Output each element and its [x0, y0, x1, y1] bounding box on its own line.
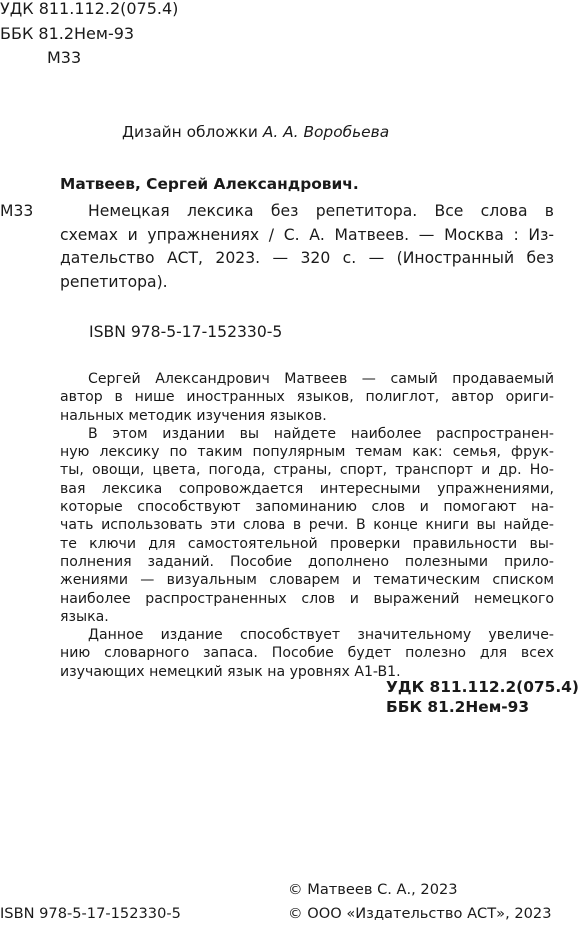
- annotation-line: изучающих немецкий язык на уровнях A1-B1.: [60, 663, 401, 680]
- annotation-line: В этом издании вы найдете наиболее распространен-: [88, 425, 554, 442]
- bib-record-line: схемах и упражнениях / С. А. Матвеев. — Москва : Из-: [60, 225, 554, 244]
- cover-design-credit: [122, 123, 389, 141]
- annotation-line: Сергей Александрович Матвеев — самый продаваемый: [88, 371, 554, 387]
- bib-record-line: репетитора).: [60, 272, 168, 291]
- annotation-line: наиболее распространенных слов и выражений немецкого: [60, 590, 554, 607]
- annotation: [60, 370, 554, 681]
- annotation-line: ты, овощи, цвета, погода, страны, спорт, транспорт и др. Но-: [60, 462, 554, 479]
- annotation-line: автор в нише иностранных языков, полиглот, автор ориги-: [60, 389, 554, 406]
- annotation-line: языка.: [60, 608, 109, 625]
- author-mark-top: М33: [47, 48, 82, 67]
- annotation-line: вая лексика сопровождается интересными упражнениями,: [60, 480, 554, 497]
- copyright-publisher: © ООО «Издательство АСТ», 2023: [288, 905, 552, 922]
- annotation-line: которые способствуют запоминанию слов и помогают на-: [60, 499, 554, 516]
- bbk-code-bottom: ББК 81.2Нем-93: [386, 698, 530, 716]
- copyright-author: © Матвеев С. А., 2023: [288, 881, 458, 898]
- annotation-line: жениями — визуальным словарем и тематическим списком: [60, 572, 554, 589]
- bib-record-mark: М33: [0, 202, 34, 220]
- annotation-line: нальных методик изучения языков.: [60, 407, 327, 424]
- cover-designer-name: А. А. Воробьева: [262, 123, 390, 141]
- annotation-line: Данное издание способствует значительному увеличе-: [88, 627, 554, 644]
- cover-design-prefix: Дизайн обложки: [122, 123, 263, 141]
- udk-code-bottom: УДК 811.112.2(075.4): [386, 678, 579, 696]
- annotation-line: чать использовать эти слова в речи. В конце книги вы найде-: [60, 517, 554, 534]
- bib-record-heading: Матвеев, Сергей Александрович.: [60, 175, 359, 193]
- bib-record-description: [60, 200, 554, 294]
- udk-code-top: УДК 811.112.2(075.4): [0, 0, 179, 18]
- bib-record-isbn: ISBN 978-5-17-152330-5: [89, 323, 283, 341]
- annotation-line: те ключи для самостоятельной проверки правильности вы-: [60, 535, 554, 552]
- bib-record-line: дательство АСТ, 2023. — 320 с. — (Иностранный без: [60, 249, 554, 267]
- bib-record-line: Немецкая лексика без репетитора. Все слова в: [88, 202, 554, 220]
- annotation-line: ную лексику по таким популярным темам как: семья, фрук-: [60, 444, 554, 461]
- annotation-line: полнения заданий. Пособие дополнено полезными прило-: [60, 553, 554, 570]
- footer-isbn: ISBN 978-5-17-152330-5: [0, 905, 181, 922]
- annotation-line: нию словарного запаса. Пособие будет полезно для всех: [60, 645, 554, 662]
- bbk-code-top: ББК 81.2Нем-93: [0, 24, 135, 43]
